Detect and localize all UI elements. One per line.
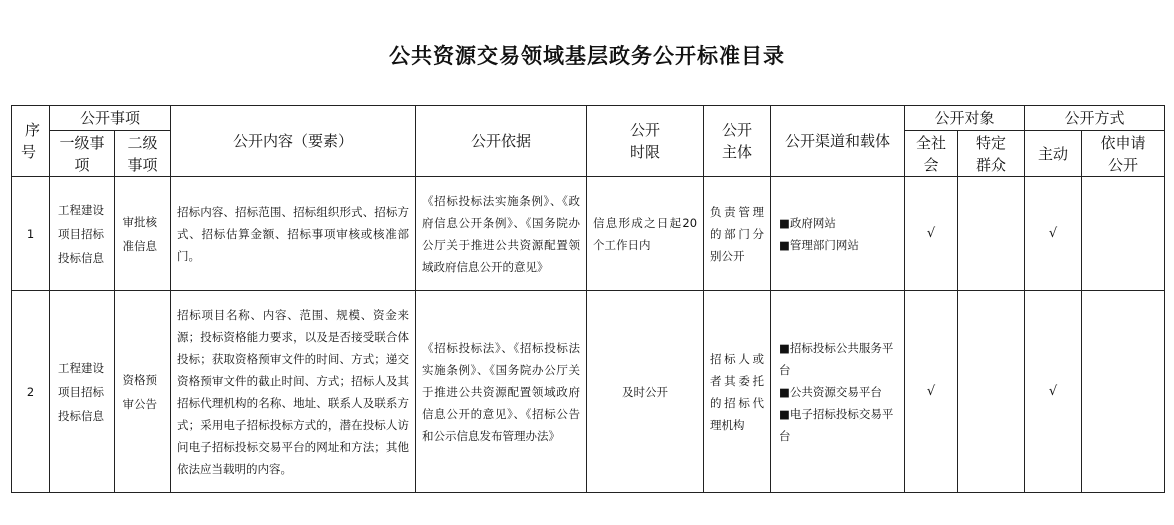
header-channel: 公开渠道和载体 bbox=[771, 106, 905, 177]
header-level1: 一级事项 bbox=[50, 131, 115, 177]
header-target: 公开对象 bbox=[905, 106, 1025, 131]
row-seq: 1 bbox=[12, 177, 50, 291]
channel-item: ■公共资源交易平台 bbox=[779, 384, 882, 399]
page-title: 公共资源交易领域基层政务公开标准目录 bbox=[389, 44, 785, 68]
row-time-limit: 信息形成之日起20个工作日内 bbox=[587, 177, 704, 291]
row-content: 招标内容、招标范围、招标组织形式、招标方式、招标估算金额、招标事项审核或核准部门。 bbox=[171, 177, 416, 291]
check-target-specific bbox=[958, 291, 1025, 493]
table-row bbox=[12, 177, 1165, 291]
header-seq: 序号 bbox=[12, 106, 50, 177]
channel-item: ■电子招标投标交易平台 bbox=[779, 406, 894, 443]
row-seq: 2 bbox=[12, 291, 50, 493]
row-content: 招标项目名称、内容、范围、规模、资金来源；投标资格能力要求，以及是否接受联合体投标；获取资格预审文件的时间、方式；递交资格预审文件的截止时间、方式；招标人及其招标代理机构的名称、地址、联系人及联系方式；采用电子招标投标方式的，潜在投标人访问电子招标投标交易平台的网址和方法；其他依法应当载明的内容。 bbox=[171, 291, 416, 493]
check-target-public: √ bbox=[905, 291, 958, 493]
channel-item: ■政府网站 bbox=[779, 215, 836, 230]
row-channels bbox=[771, 291, 905, 493]
header-target-specific: 特定群众 bbox=[958, 131, 1025, 177]
check-target-public: √ bbox=[905, 177, 958, 291]
header-target-public: 全社会 bbox=[905, 131, 958, 177]
row-level2: 审批核准信息 bbox=[115, 177, 171, 291]
row-level1: 工程建设项目招标投标信息 bbox=[50, 291, 115, 493]
check-method-request bbox=[1082, 291, 1165, 493]
check-target-specific bbox=[958, 177, 1025, 291]
row-basis: 《招标投标法实施条例》、《政府信息公开条例》、《国务院办公厅关于推进公共资源配置领域政府信息公开的意见》 bbox=[416, 177, 587, 291]
channel-item: ■管理部门网站 bbox=[779, 237, 859, 252]
row-basis: 《招标投标法》、《招标投标法实施条例》、《国务院办公厅关于推进公共资源配置领域政府信息公开的意见》、《招标公告和公示信息发布管理办法》 bbox=[416, 291, 587, 493]
header-content: 公开内容（要素） bbox=[171, 106, 416, 177]
row-channels bbox=[771, 177, 905, 291]
disclosure-table bbox=[11, 105, 1165, 493]
header-subject: 公开主体 bbox=[704, 106, 771, 177]
header-disclosure-item: 公开事项 bbox=[50, 106, 171, 131]
header-basis: 公开依据 bbox=[416, 106, 587, 177]
check-method-request bbox=[1082, 177, 1165, 291]
row-subject: 招标人或者其委托的招标代理机构 bbox=[704, 291, 771, 493]
row-level1: 工程建设项目招标投标信息 bbox=[50, 177, 115, 291]
check-method-active: √ bbox=[1025, 177, 1082, 291]
header-method-active: 主动 bbox=[1025, 131, 1082, 177]
header-method-request: 依申请公开 bbox=[1082, 131, 1165, 177]
check-method-active: √ bbox=[1025, 291, 1082, 493]
row-time-limit: 及时公开 bbox=[587, 291, 704, 493]
table-row bbox=[12, 291, 1165, 493]
row-subject: 负责管理的部门分别公开 bbox=[704, 177, 771, 291]
header-level2: 二级事项 bbox=[115, 131, 171, 177]
header-method: 公开方式 bbox=[1025, 106, 1165, 131]
row-level2: 资格预审公告 bbox=[115, 291, 171, 493]
channel-item: ■招标投标公共服务平台 bbox=[779, 340, 894, 377]
header-time-limit: 公开时限 bbox=[587, 106, 704, 177]
